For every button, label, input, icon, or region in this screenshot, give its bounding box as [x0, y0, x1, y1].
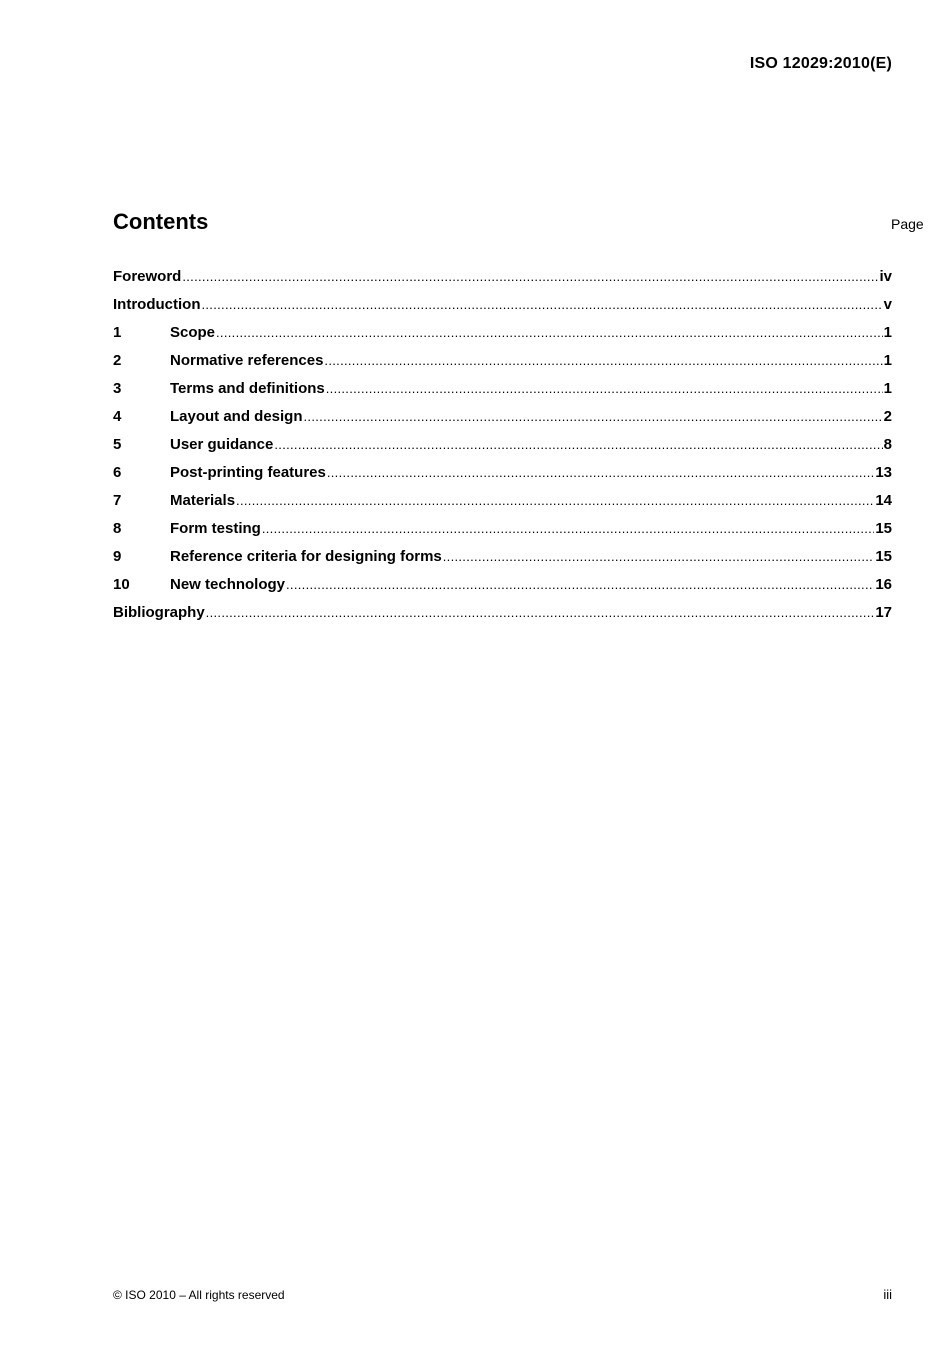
toc-entry-number: 9	[113, 548, 122, 565]
page-column-label: Page	[891, 216, 924, 232]
toc-dot-leader	[286, 577, 874, 592]
toc-dot-leader	[443, 549, 875, 564]
toc-entry-page: 1	[883, 352, 892, 369]
toc-entry-number: 6	[113, 464, 122, 481]
toc-entry-page: 16	[875, 576, 892, 593]
toc-entry-number: 2	[113, 352, 122, 369]
toc-entry-page: 15	[875, 548, 892, 565]
toc-entry-new-technology[interactable]	[113, 576, 892, 604]
toc-entry-page: 13	[875, 464, 892, 481]
toc-entry-title: Form testing	[170, 520, 261, 537]
toc-entry-form-testing[interactable]	[113, 520, 892, 548]
toc-entry-number: 4	[113, 408, 122, 425]
toc-entry-title: Layout and design	[170, 408, 303, 425]
toc-entry-title: Normative references	[170, 352, 324, 369]
toc-entry-page: 8	[883, 436, 892, 453]
toc-entry-normative-references[interactable]	[113, 352, 892, 380]
toc-dot-leader	[327, 465, 874, 480]
toc-dot-leader	[326, 381, 883, 396]
toc-entry-title: Scope	[170, 324, 216, 341]
document-id: ISO 12029:2010(E)	[749, 55, 892, 72]
toc-entry-foreword[interactable]	[113, 268, 892, 296]
toc-entry-title: Terms and definitions	[170, 380, 325, 397]
toc-entry-page: 2	[883, 408, 892, 425]
toc-entry-bibliography[interactable]	[113, 604, 892, 632]
page-number: iii	[883, 1287, 892, 1302]
toc-entry-scope[interactable]	[113, 324, 892, 352]
toc-dot-leader	[182, 269, 878, 284]
toc-entry-title: Post-printing features	[170, 464, 326, 481]
toc-dot-leader	[206, 605, 875, 620]
copyright-notice: © ISO 2010 – All rights reserved	[113, 1288, 285, 1302]
toc-entry-user-guidance[interactable]	[113, 436, 892, 464]
toc-entry-title: Reference criteria for designing forms	[170, 548, 442, 565]
toc-entry-title: Introduction	[113, 296, 201, 313]
toc-dot-leader	[304, 409, 883, 424]
toc-entry-number: 7	[113, 492, 122, 509]
toc-entry-title: New technology	[170, 576, 286, 593]
contents-heading: Contents	[113, 209, 209, 234]
toc-entry-layout-and-design[interactable]	[113, 408, 892, 436]
toc-dot-leader	[274, 437, 882, 452]
toc-entry-title: Materials	[170, 492, 236, 509]
toc-entry-title: Foreword	[113, 268, 182, 285]
toc-entry-page: 17	[875, 604, 892, 621]
toc-entry-number: 10	[113, 576, 130, 593]
toc-entry-title: User guidance	[170, 436, 274, 453]
toc-entry-page: 1	[883, 324, 892, 341]
toc-entry-page: 15	[875, 520, 892, 537]
toc-entry-number: 5	[113, 436, 122, 453]
toc-entry-title: Bibliography	[113, 604, 205, 621]
toc-entry-terms-and-definitions[interactable]	[113, 380, 892, 408]
toc-entry-page: iv	[879, 268, 892, 285]
toc-dot-leader	[216, 325, 883, 340]
toc-entry-number: 1	[113, 324, 122, 341]
toc-entry-page: 14	[875, 492, 892, 509]
toc-entry-number: 8	[113, 520, 122, 537]
toc-dot-leader	[262, 521, 874, 536]
toc-entry-post-printing-features[interactable]	[113, 464, 892, 492]
toc-dot-leader	[201, 297, 882, 312]
toc-entry-number: 3	[113, 380, 122, 397]
toc-entry-materials[interactable]	[113, 492, 892, 520]
toc-dot-leader	[324, 353, 882, 368]
toc-dot-leader	[236, 493, 874, 508]
toc-entry-introduction[interactable]	[113, 296, 892, 324]
toc-entry-reference-criteria[interactable]	[113, 548, 892, 576]
toc-entry-page: 1	[883, 380, 892, 397]
table-of-contents	[113, 268, 892, 632]
toc-entry-page: v	[883, 296, 892, 313]
